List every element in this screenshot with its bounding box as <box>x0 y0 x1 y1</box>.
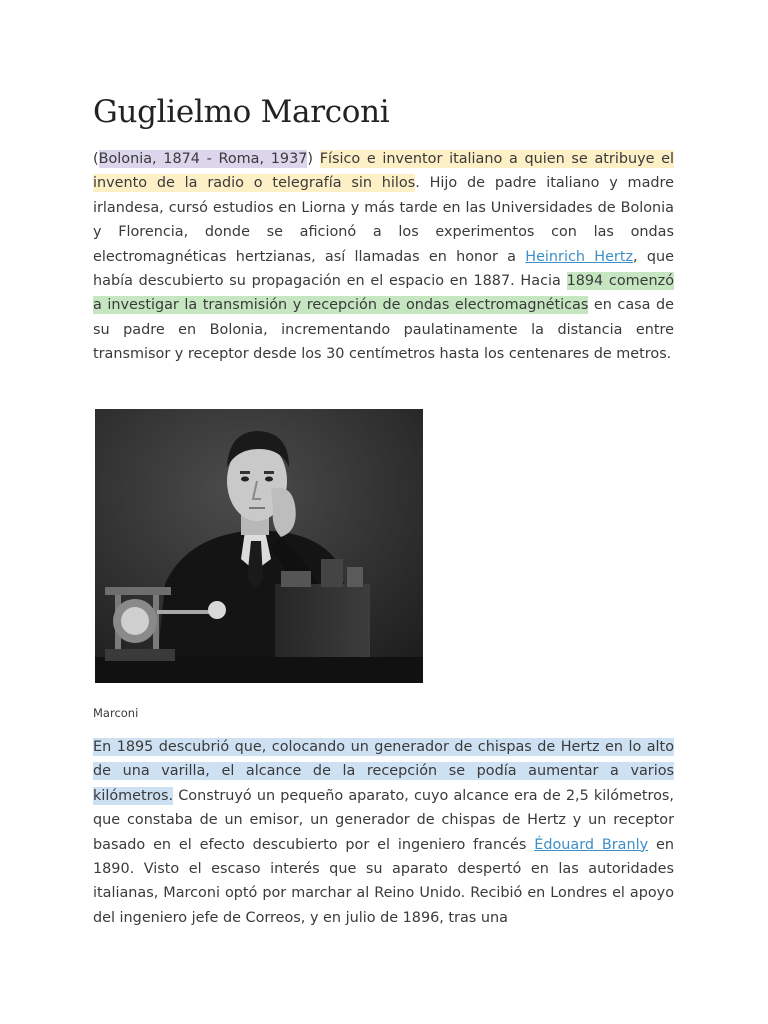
highlight-inventor: Físico e inventor italiano a quien se atribuye el invento de la radio o telegrafía sin hilos <box>93 151 674 192</box>
body-paragraph <box>93 735 674 930</box>
text-span: en casa de su padre en Bolonia, incrementando paulatinamente la distancia entre transmisor y receptor desde los 30 centímetros hasta los centenares de metros. <box>93 297 674 363</box>
link-edouard-branly[interactable]: Édouard Branly <box>534 836 649 853</box>
text-span: , que había descubierto su propagación en el espacio en 1887. Hacia <box>93 248 674 290</box>
text-span: Construyó un pequeño aparato, cuyo alcance era de 2,5 kilómetros, que constaba de un emisor, un generador de chispas de Hertz y un receptor basado en el efecto descubierto por el ingeniero francés <box>93 787 674 853</box>
text-span: en 1890. Visto el escaso interés que su aparato despertó en las autoridades italianas, Marconi optó por marchar al Reino Unido. Recibió en Londres el apoyo del ingeniero jefe de Correos, y en julio de 1896, tras una <box>93 836 674 926</box>
highlight-birth-death: Bolonia, 1874 - Roma, 1937 <box>98 151 308 167</box>
portrait-illustration <box>95 409 423 683</box>
page-title: Guglielmo Marconi <box>93 94 390 130</box>
image-caption: Marconi <box>93 706 139 720</box>
link-heinrich-hertz[interactable]: Heinrich Hertz <box>525 248 634 265</box>
marconi-portrait-image <box>95 409 423 683</box>
highlight-1894: 1894 comenzó a investigar la transmisión y recepción de ondas electromagnéticas <box>93 273 675 314</box>
highlight-1895: En 1895 descubrió que, colocando un generador de chispas de Hertz en lo alto de una varilla, el alcance de la recepción se podía aumentar a varios kilómetros. <box>93 739 674 804</box>
text-span: ) <box>307 151 320 167</box>
text-span: ( <box>93 151 99 167</box>
intro-paragraph <box>93 147 674 367</box>
text-span: . Hijo de padre italiano y madre irlandesa, cursó estudios en Liorna y más tarde en las Universidades de Bolonia y Florencia, donde se aficionó a los experimentos con las ondas electromagnéticas hertzianas, así llamadas en honor a <box>93 175 674 265</box>
